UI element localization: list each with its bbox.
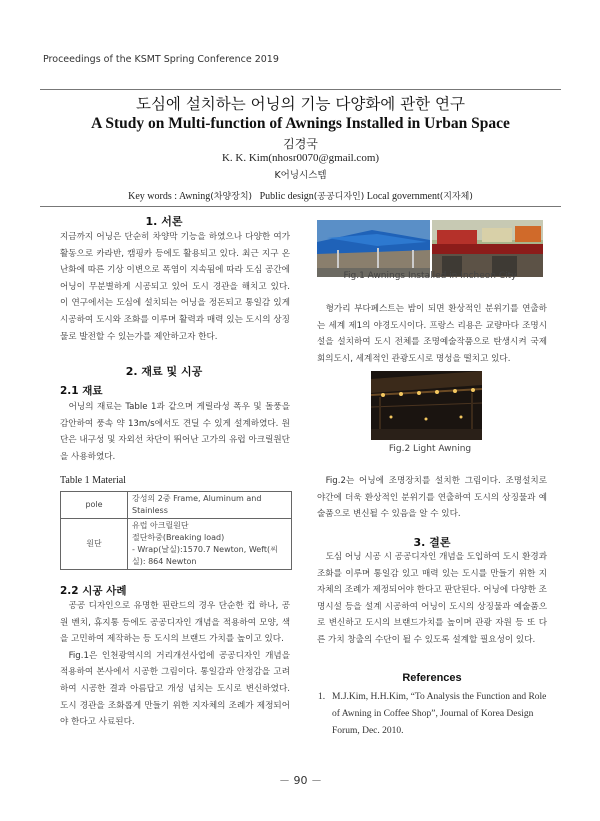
material-table bbox=[60, 491, 292, 570]
construction-paragraphs: 공공 디자인으로 유명한 핀란드의 경우 단순한 컵 하나, 공원 벤치, 휴지통 등에도 공공디자인 개념을 적용하여 모양, 색을 고민하여 제작하는 등 도시의 브랜드 가치를 높이고 있다. Fig.1은 인천광역시의 거리개선사업에 공공디자인 개념을 적용하여 본사에서 시공한 그림이다. 통일감과 안정감을 고려하여 시공한 결과 아름답고 개성 넘치는 도시로 변신하였다. 도시 경관을 조화롭게 만들기 위한 지자체의 조례가 제정되어야 한다고 사료된다. bbox=[60, 601, 290, 728]
fabric-line-3: - Wrap(날실):1570.7 Newton, Weft(씨실): 864 Newton bbox=[132, 545, 278, 566]
keyword-1: Awning bbox=[178, 191, 211, 202]
keyword-2: Public design bbox=[259, 191, 314, 202]
proceedings-header: Proceedings of the KSMT Spring Conference 2019 bbox=[43, 54, 279, 65]
keywords-rule bbox=[40, 206, 561, 207]
awning-street-illustration bbox=[317, 220, 430, 277]
fabric-line-2: 절단하중(Breaking load) bbox=[132, 533, 225, 542]
references-heading: References bbox=[402, 672, 462, 684]
reference-1-text: M.J.Kim, H.H.Kim, “To Analysis the Function and Role of Awning in Coffee Shop”, Journal of Korea Design Forum, Dec. 2010. bbox=[332, 692, 547, 736]
section-materials-heading: 2. 재료 및 시공 bbox=[125, 365, 203, 378]
section-conclusion-heading: 3. 결론 bbox=[413, 536, 451, 549]
materials-paragraph: 어닝의 재료는 Table 1과 같으며 게릴라성 폭우 및 돌풍을 감안하여 풍속 약 13m/s에서도 견딜 수 있게 설계하였다. 원단은 내구성 및 자외선 차단이 뛰어난 고가의 유럽 아크릴원단을 사용하였다. bbox=[60, 402, 290, 462]
keyword-3-korean: (지자체) bbox=[439, 192, 473, 202]
subsection-materials: 2.1 재료 bbox=[60, 385, 103, 397]
table-cell-fabric: 원단 bbox=[61, 519, 128, 570]
title-korean: 도심에 설치하는 어닝의 기능 다양화에 관한 연구 bbox=[135, 95, 466, 113]
figure-1-caption: Fig.1 Awnings Installed in Incheon City bbox=[343, 271, 517, 281]
keyword-3: Local government bbox=[366, 191, 440, 202]
figure-2-caption: Fig.2 Light Awning bbox=[388, 444, 472, 454]
author-name-korean: 김경국 bbox=[283, 137, 318, 151]
figure-2-photo bbox=[371, 371, 482, 440]
reference-1-number: 1. bbox=[318, 692, 326, 702]
budapest-paragraph: 형가리 부다페스트는 밤이 되면 환상적인 분위기를 연출하는 세계 제1의 야경도시이다. 프랑스 리용은 교량마다 조명시설을 설치하여 도시 전체를 조명예술작품으로 탄생시켜 국제회의도시, 세계적인 관광도시로 명성을 떨치고 있다. bbox=[317, 304, 547, 364]
table-row bbox=[61, 519, 292, 570]
author-affiliation: K어닝시스템 bbox=[274, 170, 327, 181]
conclusion-paragraph: 도심 어닝 시공 시 공공디자인 개념을 도입하여 도시 환경과 조화를 이루며 통일감 있고 매력 있는 도시를 만들기 위한 지자체의 조례가 제정되어야 한다고 판단된다. 어닝에 다양한 조명시설 등을 설계 시공하여 어닝이 도시의 상징물과 예술품으로 변신하고 도시의 브랜드가치를 높이며 관광 자원 등 또 다른 가치 창출의 수단이 될 수 있도록 설계할 필요성이 있다. bbox=[317, 552, 547, 645]
table-title: Table 1 Material bbox=[60, 475, 126, 486]
shopfront-illustration bbox=[432, 220, 543, 277]
light-awning-paragraph: Fig.2는 어닝에 조명장치를 설치한 그림이다. 조명설치로 야간에 더욱 환상적인 분위기를 연출하여 도시의 상징물과 예술품으로 변신될 수 있음을 알 수 있다. bbox=[317, 476, 547, 520]
table-row bbox=[61, 492, 292, 519]
table-cell-pole-value: 강성의 2중 Frame, Aluminum and Stainless bbox=[128, 492, 292, 519]
figure-1-right-photo bbox=[432, 220, 543, 277]
header-rule bbox=[40, 89, 561, 90]
table-cell-fabric-value bbox=[128, 519, 292, 570]
subsection-construction: 2.2 시공 사례 bbox=[60, 585, 127, 597]
page-number: － 90 － bbox=[279, 774, 322, 787]
light-awning-illustration bbox=[371, 371, 482, 440]
table-cell-pole: pole bbox=[61, 492, 128, 519]
title-english: A Study on Multi-function of Awnings Installed in Urban Space bbox=[91, 115, 510, 132]
intro-paragraph: 지금까지 어닝은 단순히 차양막 기능을 하였으나 다양한 여가 활동으로 카라반, 캠핑카 등에도 활용되고 있다. 최근 지구 온난화에 따른 기상 이변으로 폭염이 지속됨에 따라 도심 공간에 어닝이 무분별하게 시공되고 있어 도시 경관을 해치고 있다. 이 연구에서는 도심에 설치되는 어닝을 정돈되고 통일감 있게 시공하여 도시와 조화를 이루며 활력과 매력 있는 도시의 상징물로 발전할 수 있는가를 제안하고자 한다. bbox=[60, 232, 290, 342]
fabric-line-1: 유럽 아크릴원단 bbox=[132, 521, 189, 530]
section-intro-heading: 1. 서론 bbox=[145, 215, 183, 228]
keyword-2-korean: (공공디자인) bbox=[313, 192, 365, 202]
keywords-label: Key words : bbox=[128, 191, 177, 202]
figure-1-left-photo bbox=[317, 220, 430, 277]
author-name-english: K. K. Kim(nhosr0070@gmail.com) bbox=[221, 152, 380, 164]
keywords-line bbox=[40, 189, 561, 202]
keyword-1-korean: (차양장치) bbox=[210, 192, 253, 202]
